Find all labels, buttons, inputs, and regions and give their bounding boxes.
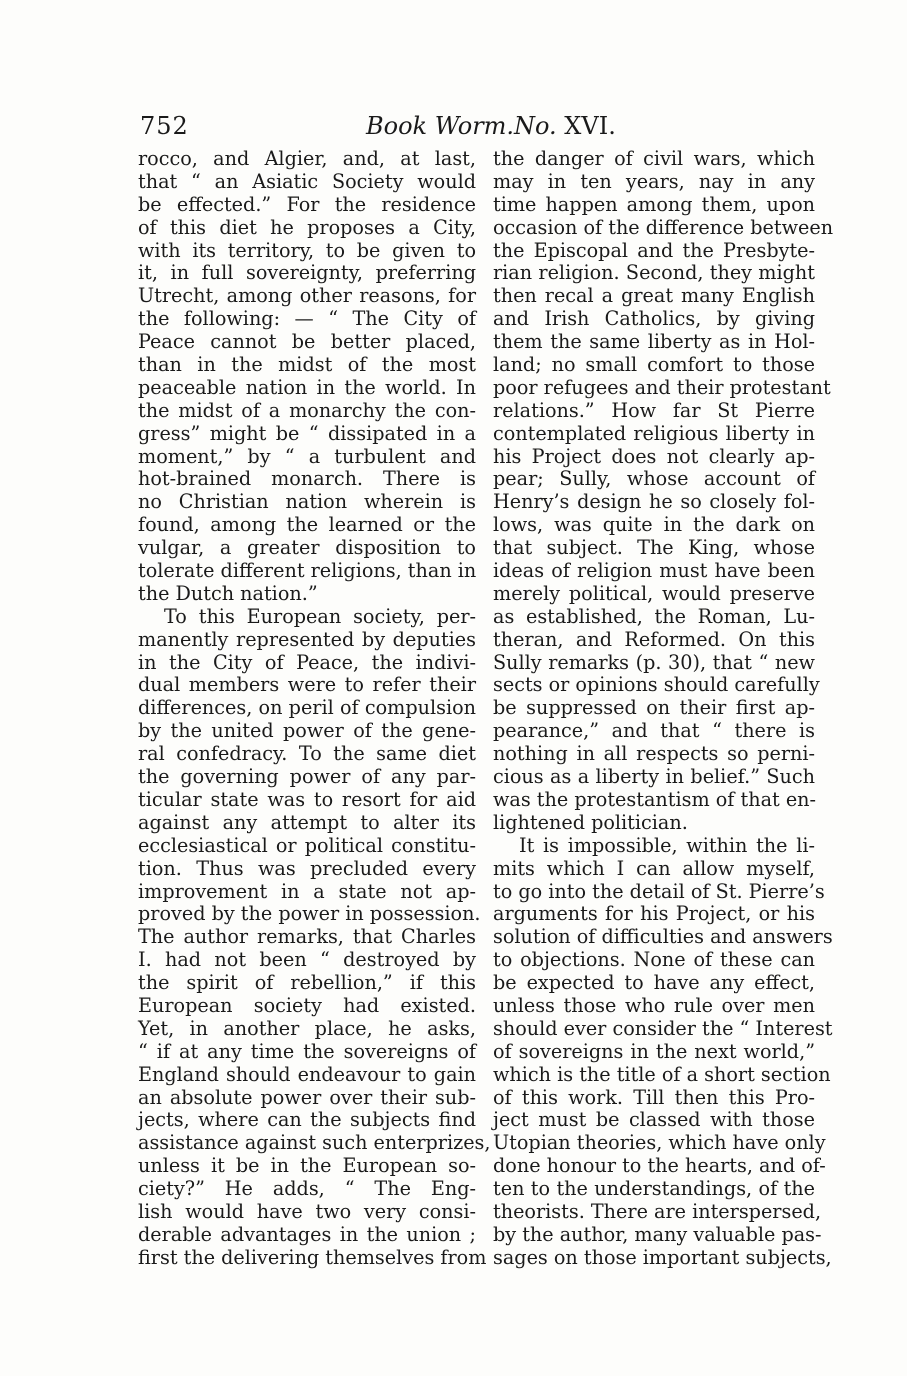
text-line: ral confedracy. To the same diet — [138, 742, 476, 766]
text-line: found, among the learned or the — [138, 513, 476, 537]
text-line: it, in full sovereignty, preferring — [138, 261, 476, 285]
text-line: differences, on peril of compulsion — [138, 696, 476, 720]
text-line: manently represented by deputies — [138, 627, 476, 651]
text-line: the danger of civil wars, which — [493, 147, 815, 170]
text-line: lows, was quite in the dark on — [493, 513, 815, 537]
text-line: the following: — “ The City of — [138, 307, 476, 331]
text-line: should ever consider the “ Interest — [493, 1016, 833, 1040]
text-line: Henry’s design he so closely fol- — [493, 490, 815, 514]
text-line: no Christian nation wherein is — [138, 490, 476, 514]
text-line: the governing power of any par- — [138, 765, 476, 789]
text-line: tion. Thus was precluded every — [138, 856, 476, 880]
text-line: then recal a great many English — [493, 284, 815, 308]
text-line: “ if at any time the sovereigns of — [138, 1039, 476, 1063]
text-line: Utrecht, among other reasons, for — [138, 284, 476, 308]
text-line: as established, the Roman, Lu- — [493, 604, 815, 628]
text-line: ecclesiastical or political constitu- — [138, 833, 476, 857]
text-line: the Dutch nation.” — [138, 581, 318, 605]
text-line: It is impossible, within the li- — [519, 833, 815, 857]
text-line: poor refugees and their protestant — [493, 375, 831, 399]
left-text-column — [138, 147, 491, 1270]
text-line: land; no small comfort to those — [493, 353, 815, 377]
running-title: Book Worm. — [366, 112, 515, 140]
text-line: theran, and Reformed. On this — [493, 627, 815, 651]
text-line: theorists. There are interspersed, — [493, 1199, 822, 1223]
right-text-column — [493, 147, 834, 1270]
text-line: To this European society, per- — [164, 604, 476, 628]
text-line: first the delivering themselves from — [138, 1245, 487, 1269]
text-line: occasion of the difference between — [493, 215, 834, 239]
issue-prefix: No. — [514, 112, 557, 140]
text-line: rocco, and Algier, and, at last, — [138, 147, 476, 170]
text-line: hot-brained monarch. There is — [138, 467, 476, 491]
text-line: nothing in all respects so perni- — [493, 742, 815, 766]
text-line: proved by the power in possession. — [138, 902, 481, 926]
text-line: sages on those important subjects, — [493, 1245, 832, 1269]
text-line: the midst of a monarchy the con- — [138, 398, 476, 422]
text-line: by the author, many valuable pas- — [493, 1222, 822, 1246]
text-line: solution of difficulties and answers — [493, 925, 833, 949]
text-line: ject must be classed with those — [493, 1108, 815, 1132]
text-line: Utopian theories, which have only — [493, 1131, 826, 1155]
text-line: dual members were to refer their — [138, 673, 476, 697]
text-line: with its territory, to be given to — [138, 238, 476, 262]
text-line: his Project does not clearly ap- — [493, 444, 815, 468]
text-line: pear; Sully, whose account of — [493, 467, 815, 491]
text-line: of sovereigns in the next world,” — [493, 1039, 815, 1063]
text-line: that subject. The King, whose — [493, 536, 815, 560]
text-line: of this work. Till then this Pro- — [493, 1085, 815, 1109]
text-line: European society had existed. — [138, 993, 476, 1017]
text-line: of this diet he proposes a City, — [138, 215, 476, 239]
text-line: lightened politician. — [493, 810, 688, 834]
text-line: I. had not been “ destroyed by — [138, 948, 476, 972]
text-line: relations.” How far St Pierre — [493, 398, 815, 422]
text-line: time happen among them, upon — [493, 192, 815, 216]
page-number: 752 — [140, 112, 189, 140]
text-line: merely political, would preserve — [493, 581, 815, 605]
text-line: unless those who rule over men — [493, 993, 815, 1017]
text-line: may in ten years, nay in any — [493, 169, 815, 193]
text-line: derable advantages in the union ; — [138, 1222, 476, 1246]
text-line: The author remarks, that Charles — [138, 925, 476, 949]
text-line: sects or opinions should carefully — [493, 673, 820, 697]
text-line: them the same liberty as in Hol- — [493, 330, 815, 354]
text-line: contemplated religious liberty in — [493, 421, 815, 445]
text-line: the Episcopal and the Presbyte- — [493, 238, 815, 262]
text-line: England should endeavour to gain — [138, 1062, 476, 1086]
text-line: was the protestantism of that en- — [493, 787, 817, 811]
text-line: pearance,” and that “ there is — [493, 719, 815, 743]
issue-number — [514, 108, 616, 144]
text-line: peaceable nation in the world. In — [138, 375, 476, 399]
text-line: vulgar, a greater disposition to — [138, 536, 476, 560]
text-line: an absolute power over their sub- — [138, 1085, 476, 1109]
text-line: unless it be in the European so- — [138, 1154, 476, 1178]
text-line: against any attempt to alter its — [138, 810, 476, 834]
text-line: than in the midst of the most — [138, 353, 476, 377]
text-line: to objections. None of these can — [493, 948, 815, 972]
text-line: ten to the understandings, of the — [493, 1177, 815, 1201]
text-line: Sully remarks (p. 30), that “ new — [493, 650, 815, 674]
text-line: which is the title of a short section — [493, 1062, 831, 1086]
text-line: mits which I can allow myself, — [493, 856, 815, 880]
text-line: by the united power of the gene- — [138, 719, 476, 743]
text-line: gress” might be “ dissipated in a — [138, 421, 476, 445]
text-line: be suppressed on their first ap- — [493, 696, 815, 720]
text-line: jects, where can the subjects find — [138, 1108, 476, 1132]
text-line: and Irish Catholics, by giving — [493, 307, 815, 331]
text-line: ideas of religion must have been — [493, 559, 815, 583]
text-line: lish would have two very consi- — [138, 1199, 476, 1223]
text-line: rian religion. Second, they might — [493, 261, 815, 285]
text-line: that “ an Asiatic Society would — [138, 169, 476, 193]
text-line: improvement in a state not ap- — [138, 879, 476, 903]
page-header — [140, 108, 820, 144]
text-line: Yet, in another place, he asks, — [138, 1016, 476, 1040]
text-line: ticular state was to resort for aid — [138, 787, 476, 811]
text-line: moment,” by “ a turbulent and — [138, 444, 476, 468]
text-line: cious as a liberty in belief.” Such — [493, 765, 815, 789]
text-line: assistance against such enterprizes, — [138, 1131, 491, 1155]
text-line: the spirit of rebellion,” if this — [138, 971, 476, 995]
text-line: be effected.” For the residence — [138, 192, 476, 216]
text-line: Peace cannot be better placed, — [138, 330, 476, 354]
text-line: tolerate different religions, than in — [138, 559, 477, 583]
text-line: arguments for his Project, or his — [493, 902, 815, 926]
text-line: to go into the detail of St. Pierre’s — [493, 879, 825, 903]
text-line: be expected to have any effect, — [493, 971, 815, 995]
text-line: done honour to the hearts, and of- — [493, 1154, 826, 1178]
issue-roman: XVI. — [564, 112, 616, 140]
text-line: ciety?” He adds, “ The Eng- — [138, 1177, 476, 1201]
text-line: in the City of Peace, the indivi- — [138, 650, 476, 674]
